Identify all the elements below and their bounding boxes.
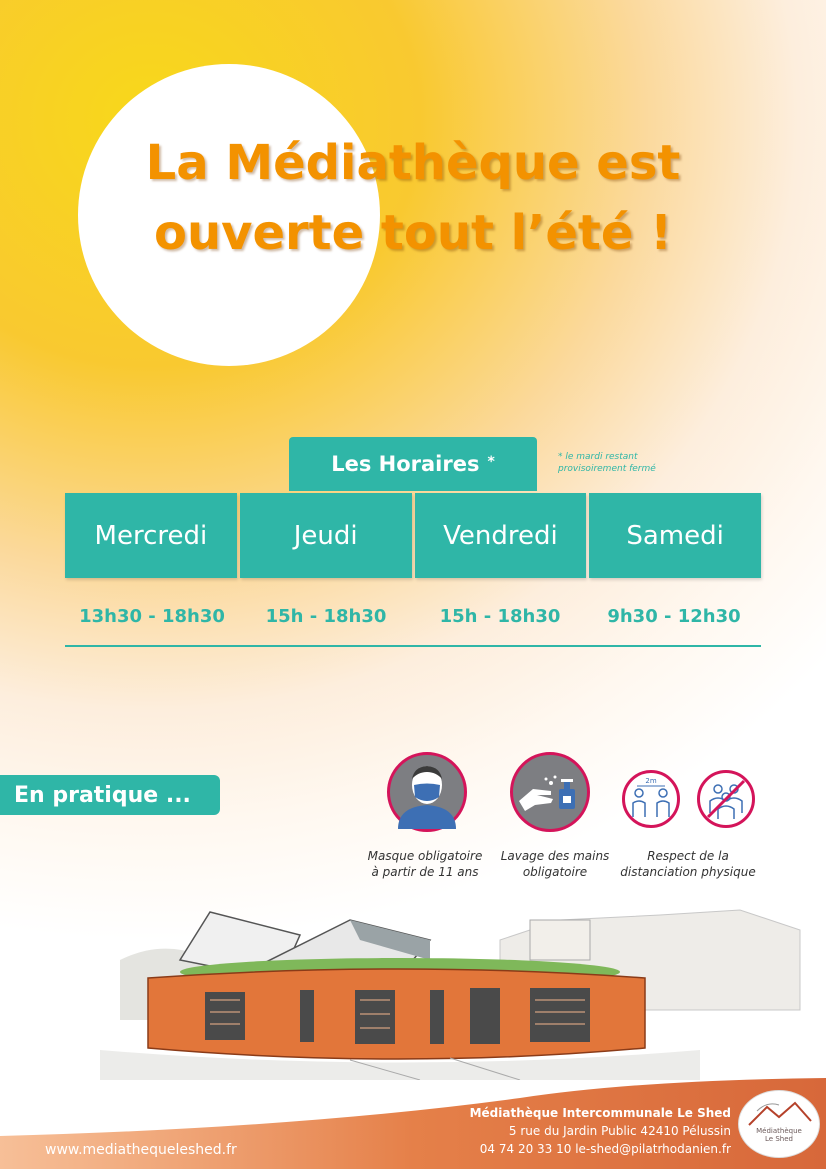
footer-contact: 04 74 20 33 10 le-shed@pilatrhodanien.fr (479, 1142, 731, 1156)
hours-divider (65, 645, 761, 647)
day-thursday: Jeudi (240, 493, 412, 578)
day-saturday: Samedi (589, 493, 761, 578)
schedule-title-tab (289, 437, 537, 491)
footer-address: 5 rue du Jardin Public 42410 Pélussin (508, 1124, 731, 1138)
schedule-note-line-2: provisoirement fermé (558, 464, 656, 474)
hours-thursday: 15h - 18h30 (265, 606, 387, 627)
headline (40, 128, 786, 268)
library-building-illustration (100, 900, 810, 1080)
mask-icon (387, 752, 467, 832)
footer-org-name: Médiathèque Intercommunale Le Shed (469, 1106, 731, 1120)
no-gathering-icon (697, 770, 755, 828)
headline-line-2: ouverte tout l’été ! (154, 205, 672, 261)
distancing-icon (622, 770, 680, 828)
caption-mask-line-2: à partir de 11 ans (371, 865, 479, 879)
distance-label: 2m (645, 777, 657, 785)
schedule-asterisk: * (487, 454, 495, 470)
day-friday: Vendredi (415, 493, 587, 578)
hours-saturday: 9h30 - 12h30 (607, 606, 741, 627)
footer-website: www.mediathequeleshed.fr (45, 1142, 237, 1158)
schedule-title: Les Horaires (331, 452, 480, 476)
library-logo (738, 1090, 820, 1158)
headline-line-1: La Médiathèque est (145, 135, 681, 191)
pratique-title: En pratique ... (14, 782, 191, 808)
hours-row (65, 600, 761, 634)
caption-mask-line-1: Masque obligatoire (367, 849, 483, 863)
caption-mask (355, 848, 495, 880)
footer-organization (470, 1104, 731, 1158)
logo-line-1: Médiathèque (756, 1127, 802, 1135)
caption-handwash-line-2: obligatoire (522, 865, 588, 879)
caption-distancing (610, 848, 766, 880)
pratique-banner (0, 775, 220, 815)
caption-distancing-line-1: Respect de la (647, 849, 729, 863)
caption-handwash (485, 848, 625, 880)
caption-distancing-line-2: distanciation physique (620, 865, 756, 879)
day-wednesday: Mercredi (65, 493, 237, 578)
schedule-note (558, 451, 698, 475)
schedule-note-line-1: * le mardi restant (558, 452, 638, 462)
handwash-icon (510, 752, 590, 832)
hours-friday: 15h - 18h30 (439, 606, 561, 627)
hours-wednesday: 13h30 - 18h30 (79, 606, 225, 627)
logo-line-2: Le Shed (765, 1135, 793, 1143)
days-row (65, 493, 761, 578)
caption-handwash-line-1: Lavage des mains (500, 849, 610, 863)
logo-roof-icon (739, 1091, 819, 1131)
